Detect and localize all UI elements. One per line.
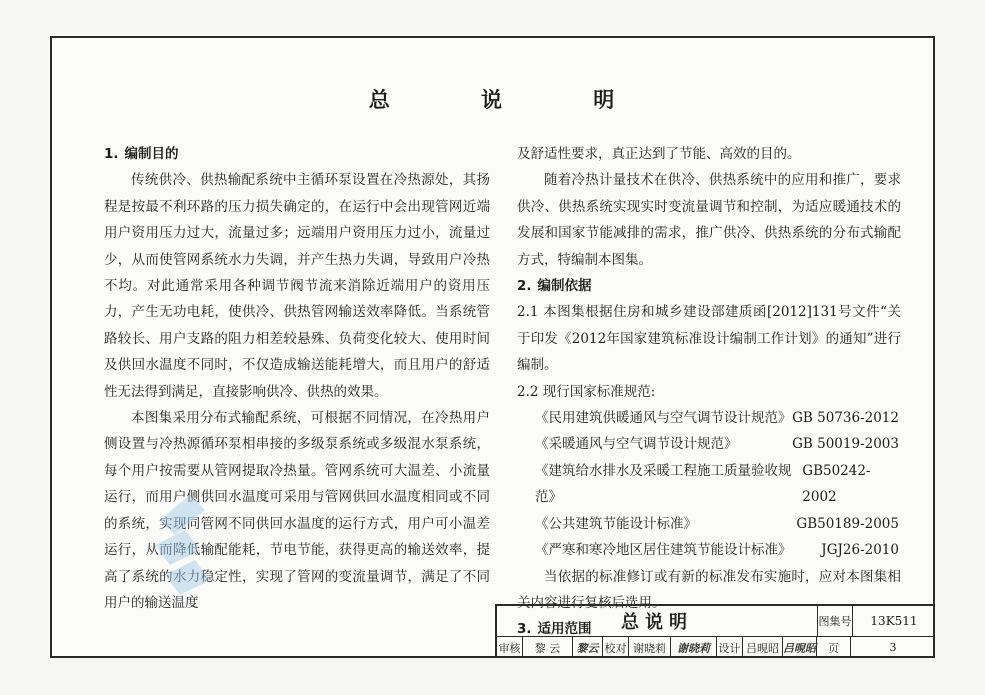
section-number: 3. bbox=[517, 621, 532, 638]
standard-code: JGJ26-2010 bbox=[821, 542, 899, 559]
review-label: 审核 bbox=[497, 637, 523, 658]
section-title: 适用范围 bbox=[537, 621, 592, 638]
paragraph: 及舒适性要求，真正达到了节能、高效的目的。 bbox=[517, 146, 801, 162]
section-title: 编制依据 bbox=[537, 278, 592, 295]
paragraph: 2.2 现行国家标准规范: bbox=[517, 383, 656, 400]
proofer-signature: 谢晓莉 bbox=[671, 637, 717, 658]
paragraph: 传统供冷、供热输配系统中主循环泵设置在冷热源处，其扬程是按最不利环路的压力损失确定的，在运行中会出现管网近端用户资用压力过大，流量过多；远端用户资用压力过小，流量过少，从而使管网系统水力失调，并产生热力失调，导致用户冷热不均。对此通常采用各种调节阀节流来消除近端用户的资用压力，产生无功电耗，使供冷、供热管网输送效率降低。当系统管路较长、用户支路的阻力相差较悬殊、负荷变化较大、使用时间及供回水温度不同时，不仅造成输送能耗增大，而且用户的舒适性无法得到满足，直接影响供冷、供热的效果。 bbox=[104, 172, 490, 400]
standard-name: 《公共建筑节能设计标准》 bbox=[535, 515, 697, 532]
proof-label: 校对 bbox=[603, 637, 629, 658]
page-number: 3 bbox=[889, 641, 897, 654]
standard-item bbox=[517, 431, 901, 457]
standard-name: 《民用建筑供暖通风与空气调节设计规范》 bbox=[535, 410, 792, 427]
standard-name: 《建筑给水排水及采暖工程施工质量验收规范》 bbox=[535, 462, 792, 506]
paragraph: 2.1 本图集根据住房和城乡建设部建质函[2012]131号文件“关于印发《2012年国家建筑标准设计编制工作计划》的通知”进行编制。 bbox=[517, 304, 901, 374]
standard-code: GB 50736-2012 bbox=[792, 410, 899, 427]
designer-signature: 吕晛昭 bbox=[783, 637, 817, 658]
title-block bbox=[495, 604, 935, 658]
section-heading-2 bbox=[517, 273, 901, 299]
proofer-name: 谢晓莉 bbox=[629, 637, 671, 658]
page-title: 总 说 明 bbox=[368, 88, 657, 112]
watermark-logo bbox=[150, 490, 220, 602]
section-heading-1 bbox=[104, 141, 490, 167]
right-column bbox=[517, 141, 901, 643]
page-label: 页 bbox=[817, 637, 851, 658]
standard-code: GB 50019-2003 bbox=[792, 436, 899, 453]
atlas-number: 13K511 bbox=[870, 614, 918, 628]
section-number: 1. bbox=[104, 146, 119, 162]
title-block-row bbox=[497, 606, 935, 637]
paragraph: 本图集采用分布式输配系统，可根据不同情况，在冷热用户侧设置与冷热源循环泵相串接的多级泵系统或多级混水泵系统，每个用户按需要从管网提取冷热量。管网系统可大温差、小流量运行，而用户侧供回水温度可采用与管网供回水温度相同或不同的系统，实现同管网不同供回水温度的运行方式，用户可小温差运行，从而降低输配能耗，节电节能，获得更高的输送效率，提高了系统的水力稳定性，实现了管网的变流量调节，满足了不同用户的输送温度 bbox=[104, 410, 490, 611]
standard-code: GB50242-2002 bbox=[802, 462, 871, 506]
standard-name: 《严寒和寒冷地区居住建筑节能设计标准》 bbox=[535, 542, 792, 559]
reviewer-name: 黎 云 bbox=[523, 637, 573, 658]
designer-name: 吕晛昭 bbox=[743, 637, 783, 658]
design-label: 设计 bbox=[717, 637, 743, 658]
drawing-name: 总说明 bbox=[497, 606, 818, 636]
standard-item bbox=[517, 405, 901, 431]
standard-item bbox=[517, 458, 901, 511]
standard-item bbox=[517, 511, 901, 537]
standard-item bbox=[517, 537, 901, 563]
reviewer-signature: 黎云 bbox=[573, 637, 603, 658]
section-number: 2. bbox=[517, 278, 532, 295]
section-title: 编制目的 bbox=[124, 146, 179, 162]
paragraph: 当依据的标准修订或有新的标准发布实施时，应对本图集相关内容进行复核后选用。 bbox=[517, 568, 901, 611]
standard-code: GB50189-2005 bbox=[796, 515, 899, 532]
title-block-row bbox=[497, 637, 935, 658]
drawing-sheet bbox=[50, 36, 935, 658]
atlas-number-label: 图集号 bbox=[818, 606, 853, 636]
standard-name: 《采暖通风与空气调节设计规范》 bbox=[535, 436, 738, 453]
paragraph: 随着冷热计量技术在供冷、供热系统中的应用和推广，要求供冷、供热系统实现实时变流量调节和控制，为适应暖通技术的发展和国家节能减排的需求，推广供冷、供热系统的分布式输配方式，特编制本图集。 bbox=[517, 172, 901, 268]
